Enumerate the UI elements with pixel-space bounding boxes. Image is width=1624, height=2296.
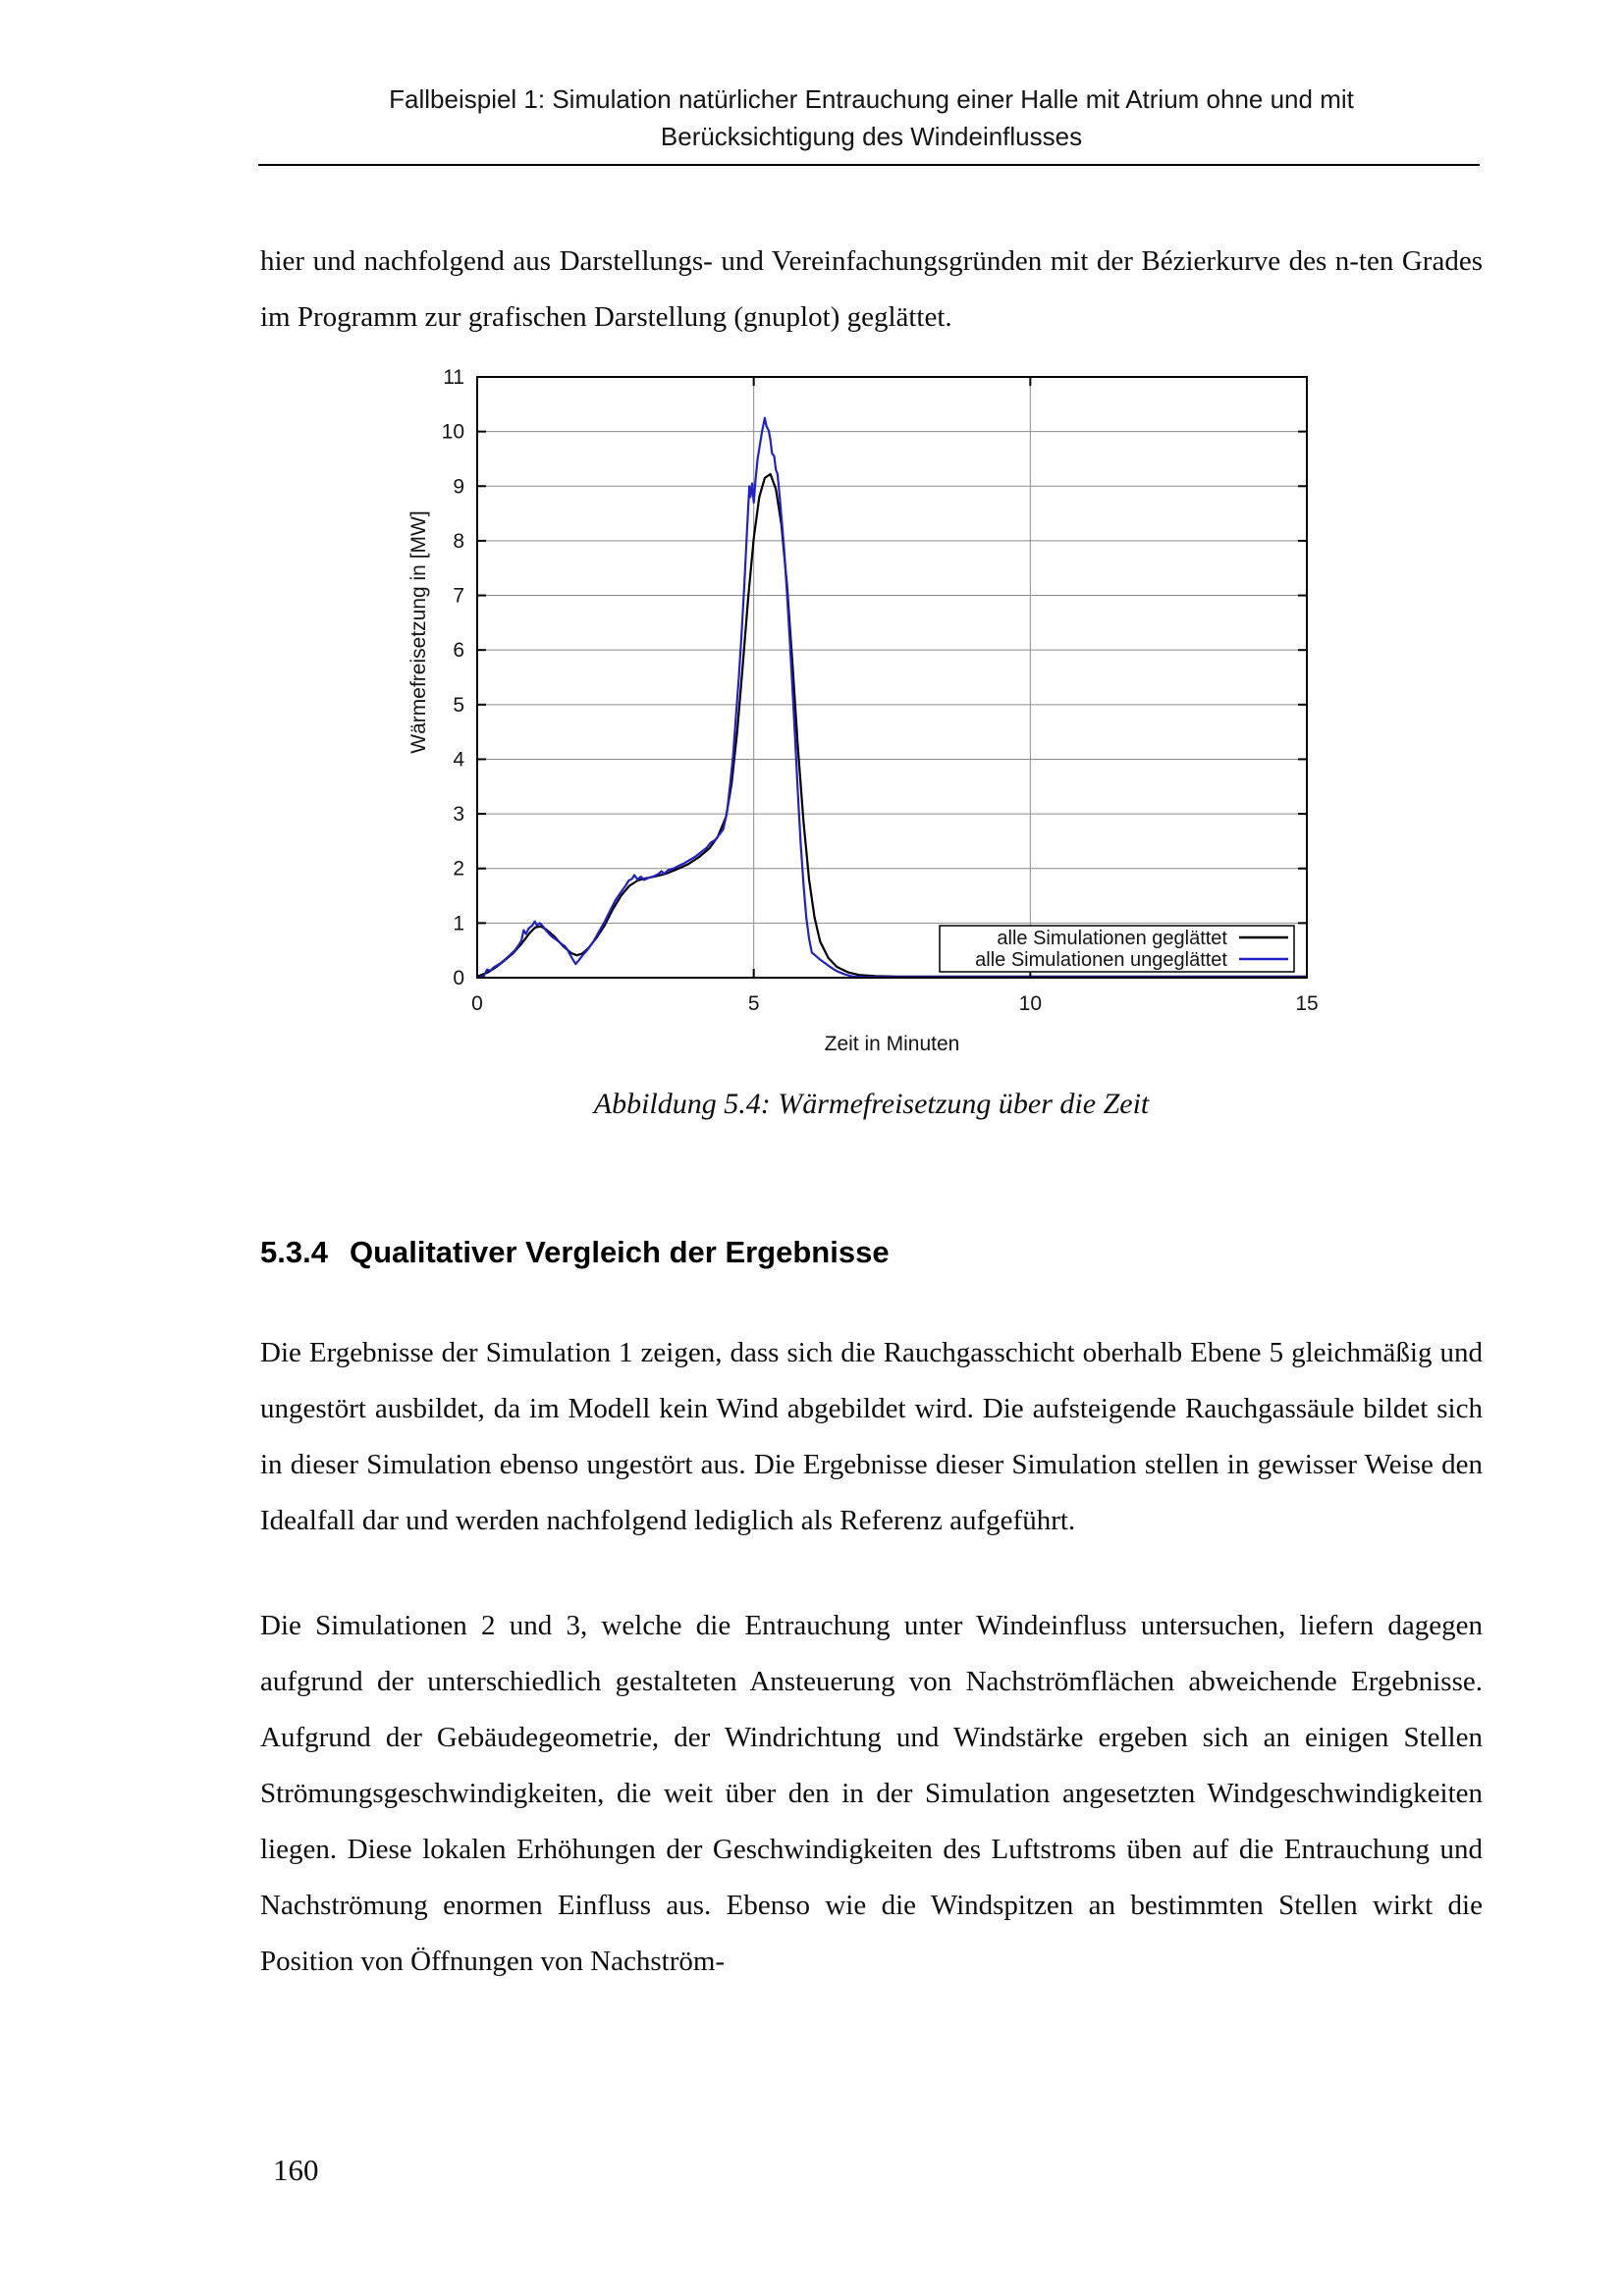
y-tick-label: 6 [453, 639, 464, 663]
y-tick-label: 8 [453, 529, 464, 553]
x-tick-label: 0 [471, 992, 483, 1015]
y-tick-label: 3 [453, 803, 464, 827]
body-paragraph-1: Die Ergebnisse der Simulation 1 zeigen, dass sich die Rauchgasschicht oberhalb Ebene 5 gleichmäßig und ungestört ausbildet, da im Modell kein Wind abgebildet wird. Die aufsteigende Rauchgassäule bildet sich in dieser Simulation ebenso ungestört aus. Die Ergebnisse dieser Simulation stellen in gewisser Weise den Idealfall dar und werden nachfolgend lediglich als Referenz aufgeführt. [260, 1337, 1483, 1536]
running-head-line1: Fallbeispiel 1: Simulation natürlicher Entrauchung einer Halle mit Atrium ohne und mit [389, 84, 1354, 114]
intro-paragraph: hier und nachfolgend aus Darstellungs- und Vereinfachungsgründen mit der Bézierkurve des n-ten Grades im Programm zur grafischen Darstellung (gnuplot) geglättet. [260, 245, 1483, 333]
legend-label-1: alle Simulationen ungeglättet [975, 949, 1227, 971]
x-tick-label: 5 [747, 992, 760, 1015]
y-tick-label: 4 [453, 748, 464, 772]
running-head [260, 80, 1483, 155]
y-tick-label: 11 [443, 367, 464, 389]
x-tick-label: 15 [1295, 992, 1319, 1015]
y-tick-label: 1 [453, 912, 464, 935]
y-tick-label: 7 [453, 584, 464, 608]
x-tick-label: 10 [1018, 992, 1043, 1015]
section-number: 5.3.4 [260, 1235, 328, 1269]
y-tick-label: 5 [453, 693, 464, 717]
running-head-line2: Berücksichtigung des Windeinflusses [660, 122, 1083, 151]
heat-release-chart [236, 367, 1335, 1054]
y-tick-label: 10 [441, 420, 464, 444]
page-number: 160 [273, 2153, 319, 2187]
series-line-0 [477, 474, 1307, 977]
section-heading [260, 1235, 890, 1270]
plot-border [477, 377, 1307, 978]
y-axis-label: Wärmefreisetzung in [MW] [407, 510, 430, 754]
legend-label-0: alle Simulationen geglättet [997, 928, 1227, 949]
y-tick-label: 0 [453, 967, 464, 989]
y-tick-label: 2 [453, 857, 464, 881]
header-rule [258, 164, 1480, 166]
figure-caption: Abbildung 5.4: Wärmefreisetzung über die Zeit [593, 1088, 1150, 1120]
y-tick-label: 9 [453, 475, 464, 499]
x-axis-label: Zeit in Minuten [824, 1033, 960, 1054]
body-paragraph-2: Die Simulationen 2 und 3, welche die Entrauchung unter Windeinfluss untersuchen, liefern dagegen aufgrund der unterschiedlich gestalteten Ansteuerung von Nachströmflächen abweichende Ergebnisse. Aufgrund der Gebäudegeometrie, der Windrichtung und Windstärke ergeben sich an einigen Stellen Strömungsgeschwindigkeiten, die weit über den in der Simulation angesetzten Windgeschwindigkeiten liegen. Diese lokalen Erhöhungen der Geschwindigkeiten des Luftstroms üben auf die Entrauchung und Nachströmung enormen Einfluss aus. Ebenso wie die Windspitzen an bestimmten Stellen wirkt die Position von Öffnungen von Nachström- [260, 1610, 1483, 1977]
section-title: Qualitativer Vergleich der Ergebnisse [349, 1235, 890, 1269]
series-line-1 [477, 418, 1307, 978]
